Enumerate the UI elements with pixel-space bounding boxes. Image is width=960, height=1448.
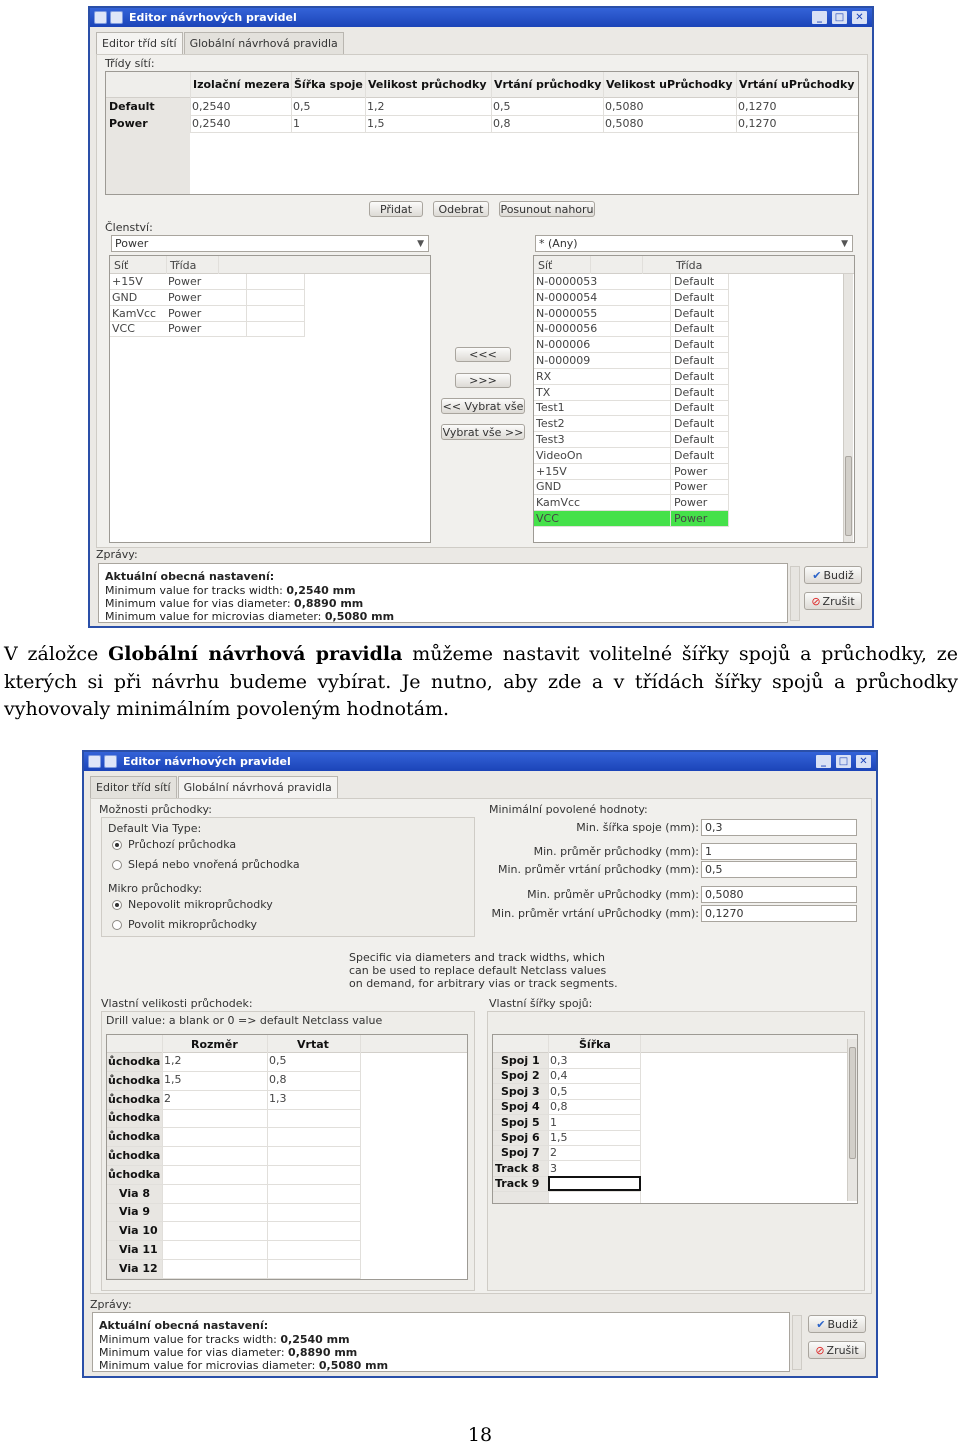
active-cell-editor[interactable] (548, 1176, 641, 1191)
via-row-name[interactable]: ůchodka (108, 1111, 161, 1125)
row-divider (110, 289, 304, 290)
list-item-class[interactable]: Default (674, 401, 715, 415)
list-item-class[interactable]: Default (674, 275, 715, 288)
row-divider (107, 1165, 360, 1166)
check-icon: ✔ (816, 1317, 826, 1331)
screenshot-global-rules (82, 750, 878, 1378)
via-row-name[interactable]: ůchodka (108, 1167, 161, 1181)
list-item-net[interactable]: +15V (536, 464, 567, 478)
column-divider (365, 72, 366, 132)
messages-box (98, 563, 788, 623)
tab-netclass-editor[interactable]: Editor tříd sítí (96, 32, 183, 54)
via-row-name[interactable]: ůchodka (108, 1149, 161, 1162)
right-class-select[interactable] (535, 235, 853, 252)
maximize-icon[interactable]: □ (832, 11, 847, 24)
via-blind-radio[interactable] (112, 860, 122, 870)
table-cell[interactable]: 0,5080 (605, 117, 644, 130)
list-item-net[interactable]: N-0000055 (536, 306, 598, 320)
column-divider (728, 274, 729, 527)
info-line-3: on demand, for arbitrary vias or track segments. (349, 977, 618, 990)
messages-heading: Aktuální obecná nastavení: (105, 570, 275, 583)
window-titlebar (84, 752, 876, 771)
messages-scrollbar[interactable] (792, 1315, 802, 1370)
messages-line-1-text: Minimum value for tracks width: (99, 1333, 281, 1346)
list-item-class[interactable]: Default (674, 354, 715, 367)
via-sizes-header (107, 1035, 467, 1053)
list-item-net[interactable]: VCC (536, 512, 559, 525)
table-cell[interactable]: 0,1270 (738, 100, 777, 113)
list-item-net[interactable]: KamVcc (536, 496, 581, 510)
column-divider (642, 256, 643, 274)
row-divider (107, 1259, 360, 1260)
messages-line-3 (105, 610, 394, 623)
via-row-name[interactable]: ůchodka (108, 1092, 161, 1106)
min-field-input[interactable]: 0,5080 (701, 886, 857, 903)
minimize-icon[interactable]: _ (816, 755, 831, 768)
row-divider (107, 1127, 360, 1128)
row-divider (107, 1090, 360, 1091)
table-cell[interactable]: 0,5 (493, 100, 511, 113)
min-field-input[interactable]: 0,3 (701, 819, 857, 836)
list-item-net[interactable]: GND (536, 480, 562, 494)
body-paragraph (4, 641, 958, 724)
list-item-class[interactable]: Default (674, 290, 715, 304)
list-item-class[interactable]: Power (168, 275, 202, 288)
tab-netclass-editor[interactable]: Editor tříd sítí (90, 776, 177, 798)
track-row-name[interactable]: Spoj 5 (501, 1115, 540, 1129)
list-item-net[interactable]: Test2 (536, 417, 565, 431)
messages-line-3-text: Minimum value for microvias diameter: (105, 610, 325, 623)
list-item-net[interactable]: +15V (112, 275, 143, 288)
row-divider (107, 1278, 360, 1279)
table-cell[interactable]: 0,1270 (738, 117, 777, 130)
list-item-net[interactable]: VCC (112, 322, 135, 336)
via-row-name[interactable]: Via 9 (119, 1205, 150, 1219)
column-divider (304, 274, 305, 337)
via-drill-column-header[interactable]: Vrtat (297, 1038, 329, 1051)
min-field-label: Min. průměr průchodky (mm): (533, 845, 699, 858)
app-icon (94, 11, 107, 24)
messages-box (92, 1312, 790, 1372)
track-widths-table (492, 1034, 858, 1204)
row-divider (190, 115, 859, 116)
track-row-name[interactable]: Spoj 2 (501, 1069, 540, 1083)
via-row-name[interactable]: ůchodka (108, 1130, 161, 1144)
messages-line-1-value: 0,2540 mm (286, 584, 356, 597)
via-options-label: Možnosti průchodky: (99, 803, 212, 816)
list-item-class[interactable]: Power (168, 290, 202, 304)
row-divider (190, 132, 859, 133)
cancel-button[interactable] (804, 592, 862, 610)
column-header[interactable]: Velikost uPrůchodky (606, 78, 733, 91)
list-item-class[interactable]: Default (674, 433, 715, 446)
close-icon[interactable]: ✕ (852, 11, 867, 24)
list-item-class[interactable]: Power (168, 306, 202, 320)
row-divider (110, 336, 304, 337)
list-item-net[interactable]: RX (536, 369, 552, 383)
messages-line-2 (99, 1346, 357, 1359)
app-icon (88, 755, 101, 768)
via-through-label: Průchozí průchodka (128, 838, 237, 851)
window-titlebar (90, 8, 872, 27)
screenshot-netclass-editor (88, 6, 874, 628)
list-item-net[interactable]: Test1 (536, 401, 565, 415)
column-header[interactable]: Vrtání průchodky (494, 78, 602, 91)
messages-scrollbar[interactable] (790, 566, 800, 621)
ok-label: Budiž (823, 568, 854, 582)
right-list-scrollbar[interactable] (843, 274, 853, 542)
via-size-cell[interactable]: 2 (164, 1091, 171, 1105)
move-left-button[interactable] (455, 347, 511, 362)
table-cell[interactable]: 0,5 (293, 100, 311, 113)
move-right-label: >>> (469, 374, 497, 387)
via-row-name[interactable]: ůchodka (108, 1055, 161, 1068)
list-item-net[interactable]: Test3 (536, 433, 565, 446)
check-icon: ✔ (812, 568, 822, 582)
remove-button[interactable]: Odebrat (433, 201, 489, 217)
messages-line-3 (99, 1359, 388, 1372)
via-through-radio[interactable] (112, 840, 122, 850)
via-blind-label: Slepá nebo vnořená průchodka (128, 858, 300, 871)
messages-line-1-text: Minimum value for tracks width: (105, 584, 287, 597)
track-row-name[interactable]: Spoj 6 (501, 1131, 540, 1144)
class-column-header[interactable]: Třída (676, 259, 703, 272)
via-size-cell[interactable]: 1,5 (164, 1072, 182, 1086)
table-cell[interactable]: 0,2540 (192, 117, 231, 130)
list-item-net[interactable]: GND (112, 290, 138, 304)
track-width-cell[interactable]: 0,3 (550, 1054, 568, 1067)
cancel-label: Zrušit (826, 1343, 859, 1357)
list-item-class[interactable]: Power (168, 322, 202, 336)
via-row-name[interactable]: ůchodka (108, 1073, 161, 1087)
track-width-cell[interactable]: 2 (550, 1146, 557, 1160)
window-title: Editor návrhových pravidel (123, 755, 291, 768)
list-item-class[interactable]: Default (674, 338, 715, 352)
via-drill-cell[interactable]: 0,5 (269, 1054, 287, 1067)
select-all-right-button[interactable] (441, 424, 525, 440)
table-cell[interactable]: 1 (293, 117, 300, 130)
track-width-cell[interactable]: 0,5 (550, 1084, 568, 1098)
column-header[interactable]: Šířka spoje (294, 78, 363, 91)
via-row-name[interactable]: Via 8 (119, 1186, 150, 1200)
column-divider (670, 274, 671, 527)
chevron-down-icon: ▼ (417, 238, 424, 249)
custom-track-label: Vlastní šířky spojů: (489, 997, 593, 1010)
min-field-input[interactable]: 0,5 (701, 861, 857, 878)
via-row-name[interactable]: Via 12 (119, 1261, 158, 1275)
messages-line-1-value: 0,2540 mm (280, 1333, 350, 1346)
right-net-list (533, 255, 855, 543)
track-row-name[interactable]: Spoj 7 (501, 1146, 540, 1160)
select-all-left-button[interactable] (441, 398, 525, 414)
min-field-label: Min. šířka spoje (mm): (576, 821, 699, 834)
paragraph-part-2: můžeme nastavit volitelné šířky spojů a průchodky, ze kterých si při návrhu budeme vybírat. Je nutno, aby zde a v třídách šířky spojů a průchodky vyhovovaly minimálním povoleným hodnotám. (4, 643, 958, 720)
list-item-class[interactable]: Default (674, 369, 715, 383)
membership-label: Členství: (105, 221, 153, 234)
info-line-1: Specific via diameters and track widths, which (349, 951, 605, 964)
net-column-header[interactable]: Síť (538, 259, 553, 272)
list-item-class[interactable]: Default (674, 306, 715, 320)
messages-label: Zprávy: (90, 1298, 132, 1311)
menu-icon[interactable] (110, 11, 123, 24)
track-width-cell[interactable]: 0,8 (550, 1100, 568, 1114)
column-divider (218, 256, 219, 274)
custom-via-group (101, 1011, 475, 1291)
column-divider (603, 72, 604, 132)
ok-button[interactable] (804, 566, 862, 584)
list-item-class[interactable]: Default (674, 448, 715, 462)
list-item-class[interactable]: Power (674, 464, 708, 478)
row-divider (534, 526, 728, 527)
messages-line-2-text: Minimum value for vias diameter: (99, 1346, 289, 1359)
track-table-scrollbar[interactable] (847, 1039, 857, 1201)
left-class-select[interactable] (111, 235, 429, 252)
column-divider (291, 72, 292, 132)
move-up-button[interactable]: Posunout nahoru (500, 202, 594, 216)
messages-line-2-text: Minimum value for vias diameter: (105, 597, 295, 610)
list-item-net[interactable]: N-000006 (536, 338, 591, 352)
track-row-name[interactable]: Track 8 (495, 1161, 540, 1175)
list-item-net[interactable]: N-0000056 (536, 322, 598, 336)
paragraph-part-1: V záložce (4, 643, 109, 665)
left-net-list (109, 255, 431, 543)
tab-content (96, 54, 868, 548)
menu-icon[interactable] (104, 755, 117, 768)
via-size-column-header[interactable]: Rozměr (191, 1038, 238, 1051)
add-button[interactable]: Přidat (369, 201, 423, 217)
micro-allow-radio[interactable] (112, 920, 122, 930)
custom-via-label: Vlastní velikosti průchodek: (101, 997, 253, 1010)
close-icon[interactable]: ✕ (856, 755, 871, 768)
list-item-class[interactable]: Default (674, 385, 715, 399)
track-width-cell[interactable]: 1 (550, 1115, 557, 1129)
ok-label: Budiž (827, 1317, 858, 1331)
min-field-input[interactable]: 0,1270 (701, 905, 857, 922)
classes-label: Třídy sítí: (105, 57, 155, 70)
table-cell[interactable]: 0,5080 (605, 100, 644, 113)
min-values-label: Minimální povolené hodnoty: (489, 803, 648, 816)
paragraph-bold: Globální návrhová pravidla (108, 643, 403, 665)
move-left-label: <<< (469, 348, 497, 361)
column-divider (246, 274, 247, 337)
track-row-name[interactable]: Track 9 (495, 1177, 540, 1191)
select-all-left-label: << Vybrat vše (442, 399, 524, 413)
list-item-class[interactable]: Power (674, 496, 708, 510)
tab-bar (90, 776, 339, 798)
via-sizes-table (106, 1034, 468, 1280)
drill-note: Drill value: a blank or 0 => default Netclass value (106, 1014, 383, 1027)
list-item-net[interactable]: N-0000054 (536, 290, 598, 304)
messages-heading: Aktuální obecná nastavení: (99, 1319, 269, 1332)
move-right-button[interactable] (455, 373, 511, 388)
left-class-value: Power (115, 237, 149, 250)
column-divider (360, 1035, 361, 1280)
table-cell[interactable]: 1,5 (367, 117, 385, 130)
row-divider (493, 1191, 640, 1192)
cancel-icon: ⊘ (815, 1343, 825, 1357)
cancel-icon: ⊘ (811, 594, 821, 608)
list-item-class[interactable]: Power (674, 512, 708, 525)
netclass-table (105, 71, 859, 195)
list-item-class[interactable]: Power (674, 480, 708, 494)
min-field-input[interactable]: 1 (701, 843, 857, 860)
row-divider (107, 1203, 360, 1204)
track-row-name[interactable]: Spoj 1 (501, 1054, 540, 1067)
list-item-net[interactable]: TX (536, 385, 551, 399)
micro-via-label: Mikro průchodky: (108, 882, 203, 895)
via-row-name[interactable]: Via 10 (119, 1224, 158, 1238)
row-divider (107, 1240, 360, 1241)
track-row-name[interactable]: Spoj 3 (501, 1084, 540, 1098)
tab-content (90, 798, 872, 1294)
window-title: Editor návrhových pravidel (129, 11, 297, 24)
custom-track-group (487, 1011, 865, 1291)
track-row-name[interactable]: Spoj 4 (501, 1100, 540, 1114)
min-field-label: Min. průměr uPrůchodky (mm): (527, 888, 699, 901)
via-drill-cell[interactable]: 1,3 (269, 1091, 287, 1105)
table-cell[interactable]: 1,2 (367, 100, 385, 113)
track-width-cell[interactable]: 3 (550, 1161, 557, 1175)
list-item-net[interactable]: N-000009 (536, 354, 591, 367)
column-header[interactable]: Velikost průchodky (368, 78, 487, 91)
column-divider (736, 72, 737, 132)
minimize-icon[interactable]: _ (812, 11, 827, 24)
row-divider (107, 1071, 360, 1072)
scrollbar-thumb[interactable] (845, 456, 852, 536)
messages-line-1 (99, 1333, 350, 1346)
column-divider (166, 256, 167, 274)
row-divider (107, 1109, 360, 1110)
messages-line-3-text: Minimum value for microvias diameter: (99, 1359, 319, 1372)
ok-button[interactable] (808, 1315, 866, 1333)
column-header[interactable]: Vrtání uPrůchodky (739, 78, 855, 91)
scrollbar-thumb[interactable] (849, 1047, 856, 1159)
default-via-type-label: Default Via Type: (108, 822, 202, 835)
net-column-header[interactable]: Síť (114, 259, 129, 272)
track-width-cell[interactable]: 0,4 (550, 1069, 568, 1083)
cancel-label: Zrušit (822, 594, 855, 608)
list-item-net[interactable]: KamVcc (112, 306, 157, 320)
row-name[interactable]: Power (109, 117, 148, 130)
left-net-list-header (110, 256, 430, 274)
micro-allow-label: Povolit mikroprůchodky (128, 918, 257, 931)
min-field-label: Min. průměr vrtání průchodky (mm): (497, 863, 699, 876)
list-item-class[interactable]: Default (674, 322, 715, 336)
row-divider (110, 321, 304, 322)
select-all-right-label: Vybrat vše >> (442, 425, 524, 439)
via-options-group (101, 817, 475, 937)
messages-line-2-value: 0,8890 mm (288, 1346, 358, 1359)
info-line-2: can be used to replace default Netclass values (349, 964, 607, 977)
class-column-header[interactable]: Třída (170, 259, 197, 272)
cancel-button[interactable] (808, 1341, 866, 1359)
page-number: 18 (467, 1424, 493, 1446)
row-divider (107, 1146, 360, 1147)
table-cell[interactable]: 0,8 (493, 117, 511, 130)
list-item-net[interactable]: VideoOn (536, 448, 583, 462)
via-drill-cell[interactable]: 0,8 (269, 1072, 287, 1086)
table-cell[interactable]: 0,2540 (192, 100, 231, 113)
messages-label: Zprávy: (96, 548, 138, 561)
list-item-net[interactable]: N-0000053 (536, 275, 598, 288)
chevron-down-icon: ▼ (841, 238, 848, 249)
messages-line-3-value: 0,5080 mm (318, 1359, 389, 1372)
list-item-class[interactable]: Default (674, 417, 715, 431)
messages-line-2-value: 0,8890 mm (294, 597, 364, 610)
maximize-icon[interactable]: □ (836, 755, 851, 768)
messages-line-3-value: 0,5080 mm (324, 610, 395, 623)
messages-line-1 (105, 584, 356, 597)
track-width-cell[interactable]: 1,5 (550, 1131, 568, 1144)
tab-bar (96, 32, 345, 54)
tab-global-rules[interactable]: Globální návrhová pravidla (178, 776, 338, 798)
via-size-cell[interactable]: 1,2 (164, 1054, 182, 1067)
via-row-name[interactable]: Via 11 (119, 1243, 158, 1256)
micro-disallow-radio[interactable] (112, 900, 122, 910)
messages-line-2 (105, 597, 363, 610)
min-field-label: Min. průměr vrtání uPrůchodky (mm): (491, 907, 699, 920)
right-class-value: * (Any) (539, 237, 578, 250)
row-divider (107, 1184, 360, 1185)
row-name[interactable]: Default (109, 100, 155, 113)
column-divider (190, 72, 191, 132)
column-divider (491, 72, 492, 132)
row-divider (107, 1221, 360, 1222)
column-header[interactable]: Izolační mezera (193, 78, 290, 91)
track-width-column-header[interactable]: Šířka (579, 1038, 611, 1051)
column-divider (590, 256, 591, 274)
tab-global-rules[interactable]: Globální návrhová pravidla (184, 32, 344, 54)
micro-disallow-label: Nepovolit mikroprůchodky (128, 898, 273, 911)
